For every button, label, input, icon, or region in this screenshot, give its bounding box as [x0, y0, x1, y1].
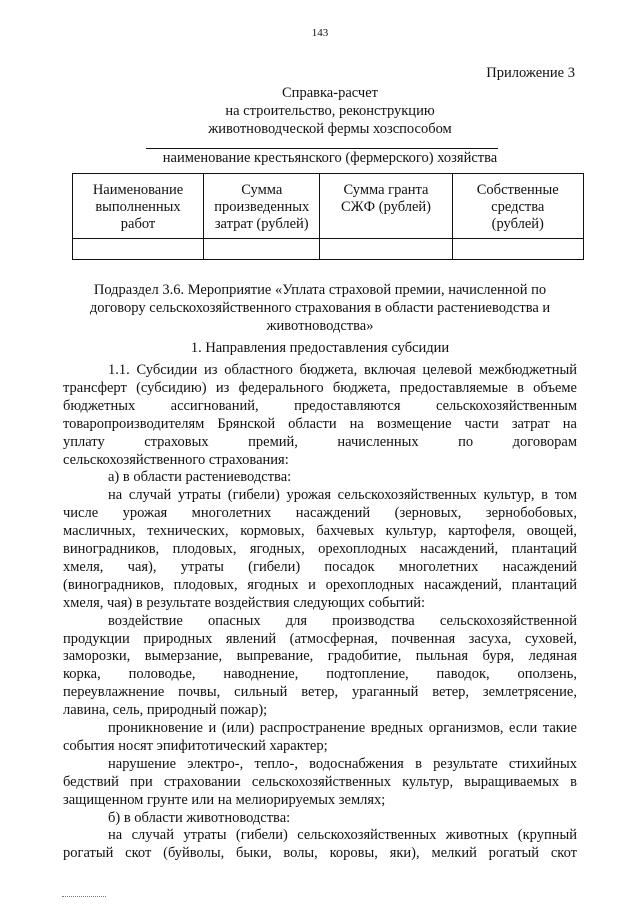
subsection-line-3: животноводства»: [266, 318, 374, 334]
body-line: сельскохозяйственного страхования:: [63, 451, 289, 468]
body-line: числе урожая многолетних насаждений (зерновых, зернобобовых,: [63, 505, 577, 522]
table-cell: [320, 239, 452, 260]
subsection-line-2: договору сельскохозяйственного страхования в области растениеводства и: [89, 300, 551, 316]
body-line: воздействие опасных для производства сельскохозяйственной: [108, 612, 577, 629]
body-line: проникновение и (или) распространение вредных организмов, если такие: [108, 720, 577, 736]
header-cell-own-funds: Собственные средства (рублей): [452, 174, 583, 239]
body-line: масличных, технических, кормовых, бахчевых культур, картофеля, овощей,: [63, 523, 577, 540]
body-line: лавина, сель, природный пожар);: [63, 702, 268, 719]
calculation-table: [72, 173, 584, 260]
table-cell: [452, 239, 583, 260]
section-heading: 1. Направления предоставления субсидии: [190, 340, 450, 356]
body-line: нарушение электро-, тепло-, водоснабжения в результате стихийных: [108, 755, 577, 772]
table-cell: [204, 239, 320, 260]
appendix-label: Приложение 3: [486, 65, 575, 81]
subsection-line-1: Подраздел 3.6. Мероприятие «Уплата страховой премии, начисленной по: [93, 282, 547, 298]
footer-rule: [62, 896, 106, 897]
table-cell: [73, 239, 204, 260]
body-line: бедствий при страховании сельскохозяйственных культур, выращиваемых в: [63, 773, 577, 790]
body-line: уплату страховых премий, начисленных по договорам: [63, 433, 577, 450]
header-cell-grant: Сумма гранта СЖФ (рублей): [320, 174, 452, 239]
body-line: виноградников, плодовых, ягодных, орехоплодных насаждений, плантаций: [63, 541, 577, 557]
body-line: переувлажнение почвы, сильный ветер, ураганный ветер, землетрясение,: [63, 684, 577, 701]
body-line: товаропроизводителям Брянской области на возмещение части затрат на: [63, 415, 577, 432]
title-line-1: Справка-расчет: [282, 85, 378, 101]
body-line: на случай утраты (гибели) урожая сельскохозяйственных культур, в том: [108, 487, 577, 504]
body-line: трансферт (субсидию) из федерального бюджета, предоставляемые в объеме: [63, 379, 577, 396]
title-line-3: животноводческой фермы хозспособом: [208, 121, 452, 137]
header-cell-costs: Сумма произведенных затрат (рублей): [204, 174, 320, 239]
farm-name-label: наименование крестьянского (фермерского) хозяйства: [162, 150, 498, 166]
header-cell-works: Наименование выполненных работ: [73, 174, 204, 239]
body-line: корка, половодье, наводнение, подтопление, паводок, оползень,: [63, 666, 577, 683]
body-line: заморозки, вымерзание, выпревание, градобитие, пыльная буря, ледяная: [63, 648, 577, 665]
body-line: б) в области животноводства:: [108, 809, 291, 826]
body-line: рогатый скот (буйволы, быки, волы, коровы, яки), мелкий рогатый скот: [63, 845, 577, 862]
farm-name-blank-line: [146, 148, 498, 149]
body-line: (виноградников, плодовых, ягодных и орехоплодных насаждений, плантаций: [63, 576, 577, 593]
body-line: события носят эпифитотический характер;: [63, 737, 328, 754]
title-line-2: на строительство, реконструкцию: [225, 103, 435, 119]
body-line: продукции природных явлений (атмосферная, почвенная засуха, суховей,: [63, 630, 577, 647]
table-header-row: [73, 174, 584, 239]
body-line: защищенном грунте или на мелиорируемых землях;: [63, 791, 386, 808]
body-line: хмеля, чая), утраты (гибели) посадок многолетних насаждений: [63, 558, 577, 575]
table-empty-row: [73, 239, 584, 260]
page-number: 143: [311, 27, 329, 39]
body-line: бюджетных ассигнований, предоставляются сельскохозяйственным: [63, 397, 577, 414]
body-line: на случай утраты (гибели) сельскохозяйственных животных (крупный: [108, 827, 577, 844]
body-line: 1.1. Субсидии из областного бюджета, включая целевой межбюджетный: [108, 362, 577, 378]
body-line: хмеля, чая) в результате воздействия следующих событий:: [63, 594, 426, 611]
body-line: а) в области растениеводства:: [108, 469, 292, 486]
